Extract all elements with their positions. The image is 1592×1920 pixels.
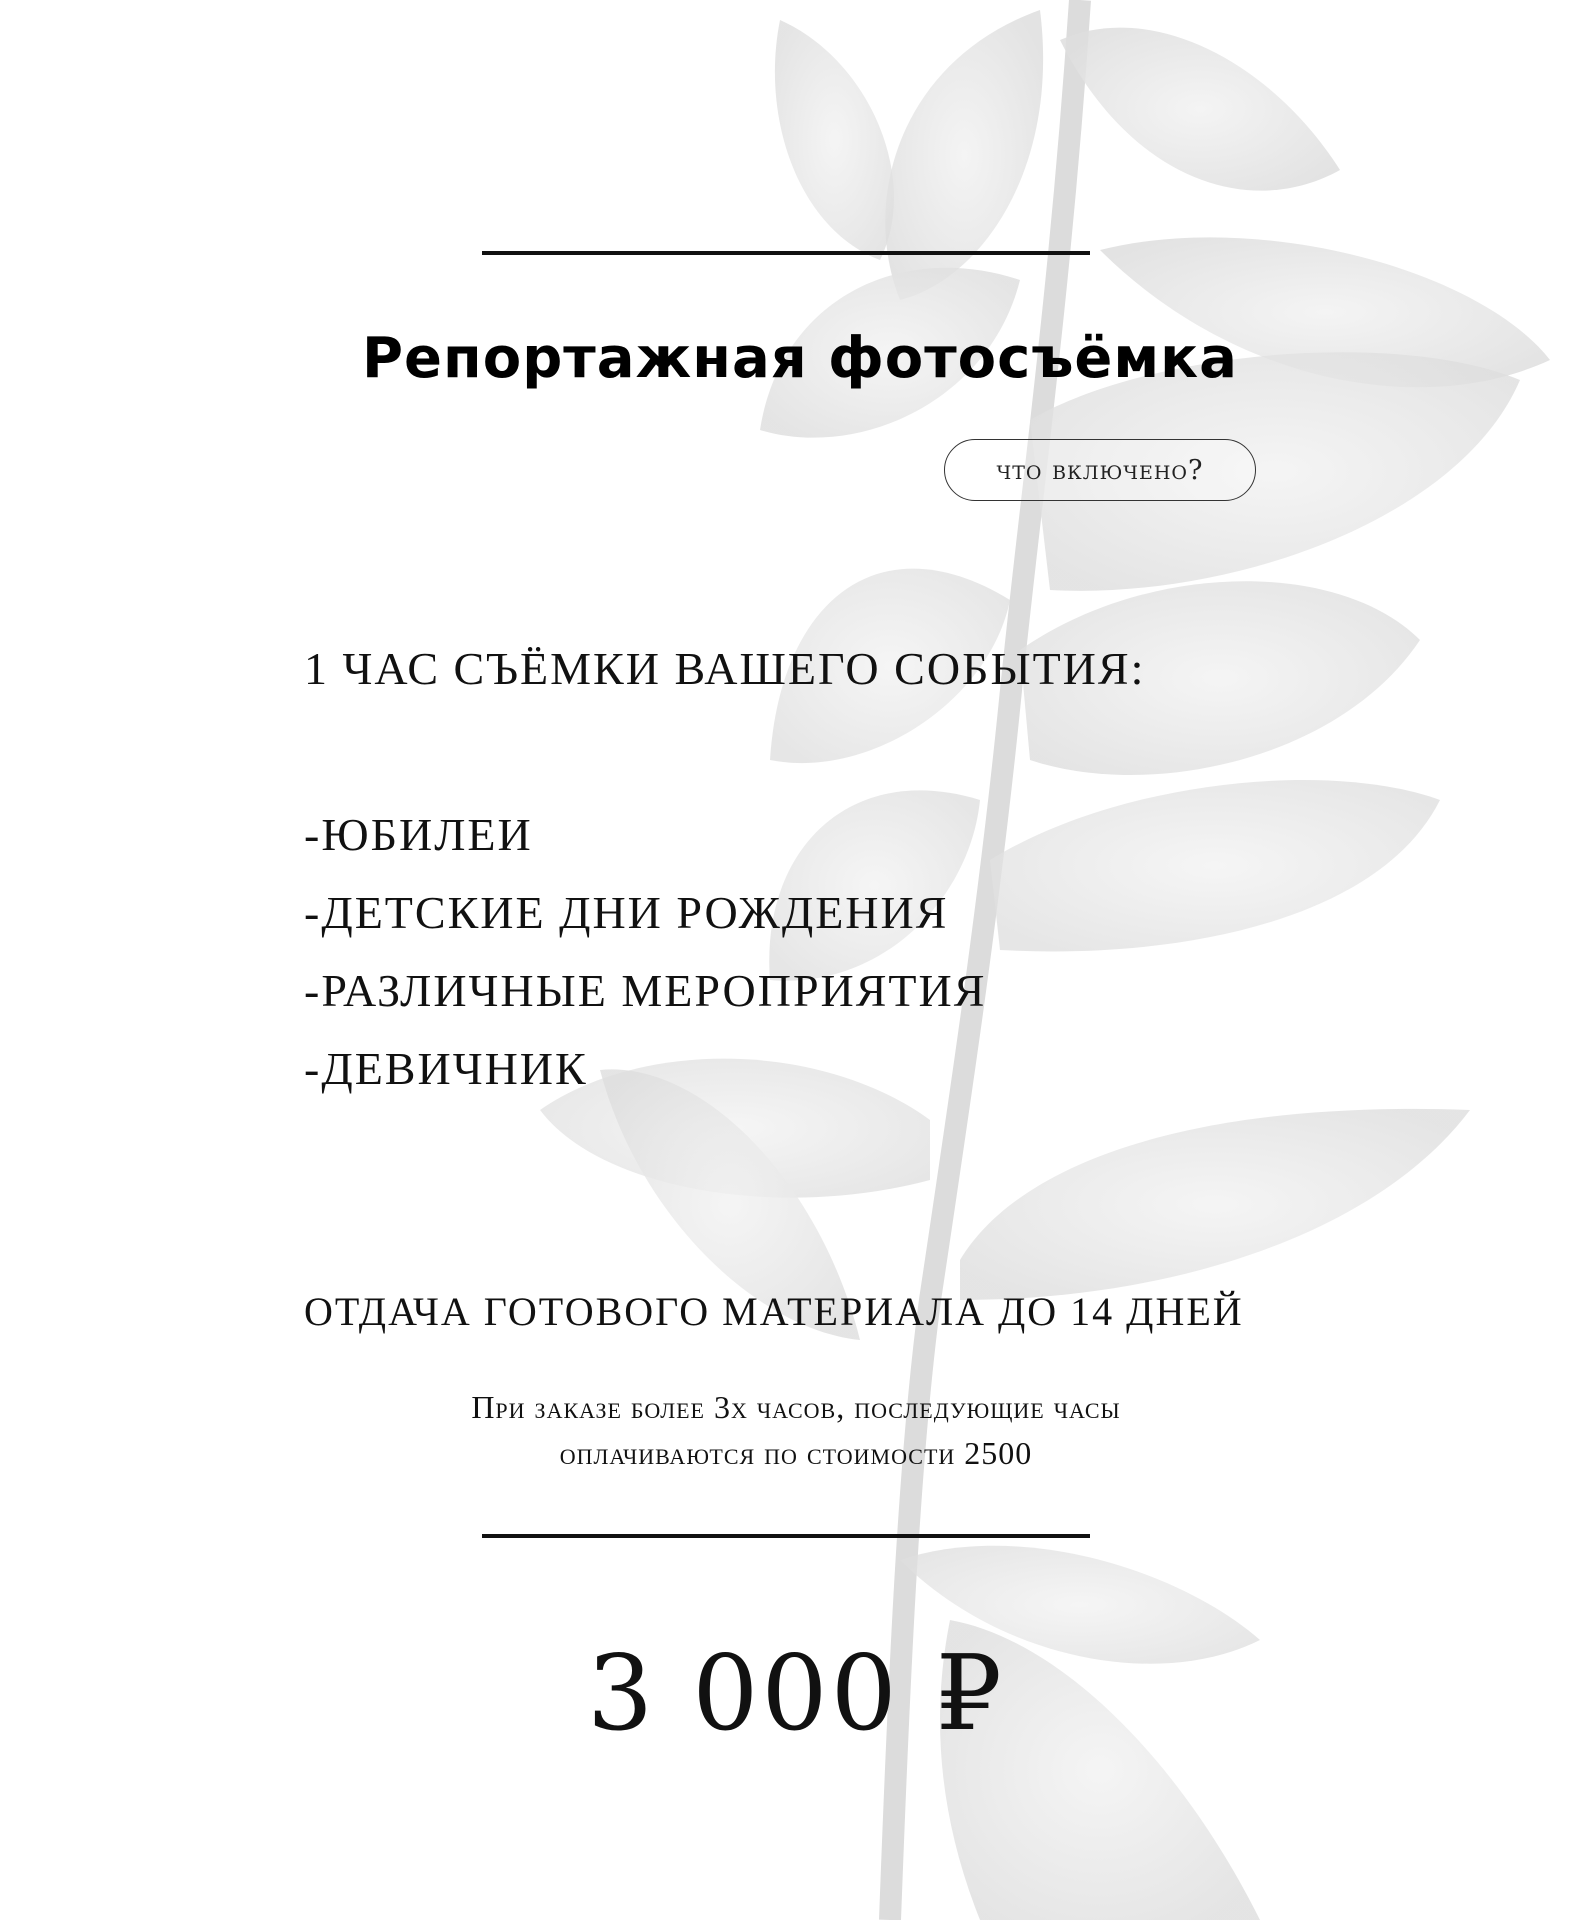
bottom-divider bbox=[482, 1534, 1090, 1538]
delivery-terms: ОТДАЧА ГОТОВОГО МАТЕРИАЛА ДО 14 ДНЕЙ bbox=[304, 1289, 1244, 1334]
session-heading: 1 ЧАС СЪЁМКИ ВАШЕГО СОБЫТИЯ: bbox=[304, 643, 1146, 694]
event-list bbox=[304, 796, 986, 1108]
note-line: оплачиваются по стоимости 2500 bbox=[559, 1435, 1033, 1471]
page-title: Репортажная фотосъёмка bbox=[362, 326, 1238, 391]
list-item: -РАЗЛИЧНЫЕ МЕРОПРИЯТИЯ bbox=[304, 965, 987, 1016]
list-item: -ДЕВИЧНИК bbox=[304, 1043, 588, 1094]
list-item: -ДЕТСКИЕ ДНИ РОЖДЕНИЯ bbox=[304, 887, 949, 938]
whats-included-button[interactable]: что включено? bbox=[944, 439, 1256, 501]
note-line: При заказе более 3х часов, последующие часы bbox=[471, 1389, 1121, 1425]
list-item: -ЮБИЛЕИ bbox=[304, 809, 533, 860]
extra-hours-note bbox=[296, 1384, 1296, 1476]
top-divider bbox=[482, 251, 1090, 255]
price-value: 3 000 ₽ bbox=[587, 1632, 1005, 1754]
